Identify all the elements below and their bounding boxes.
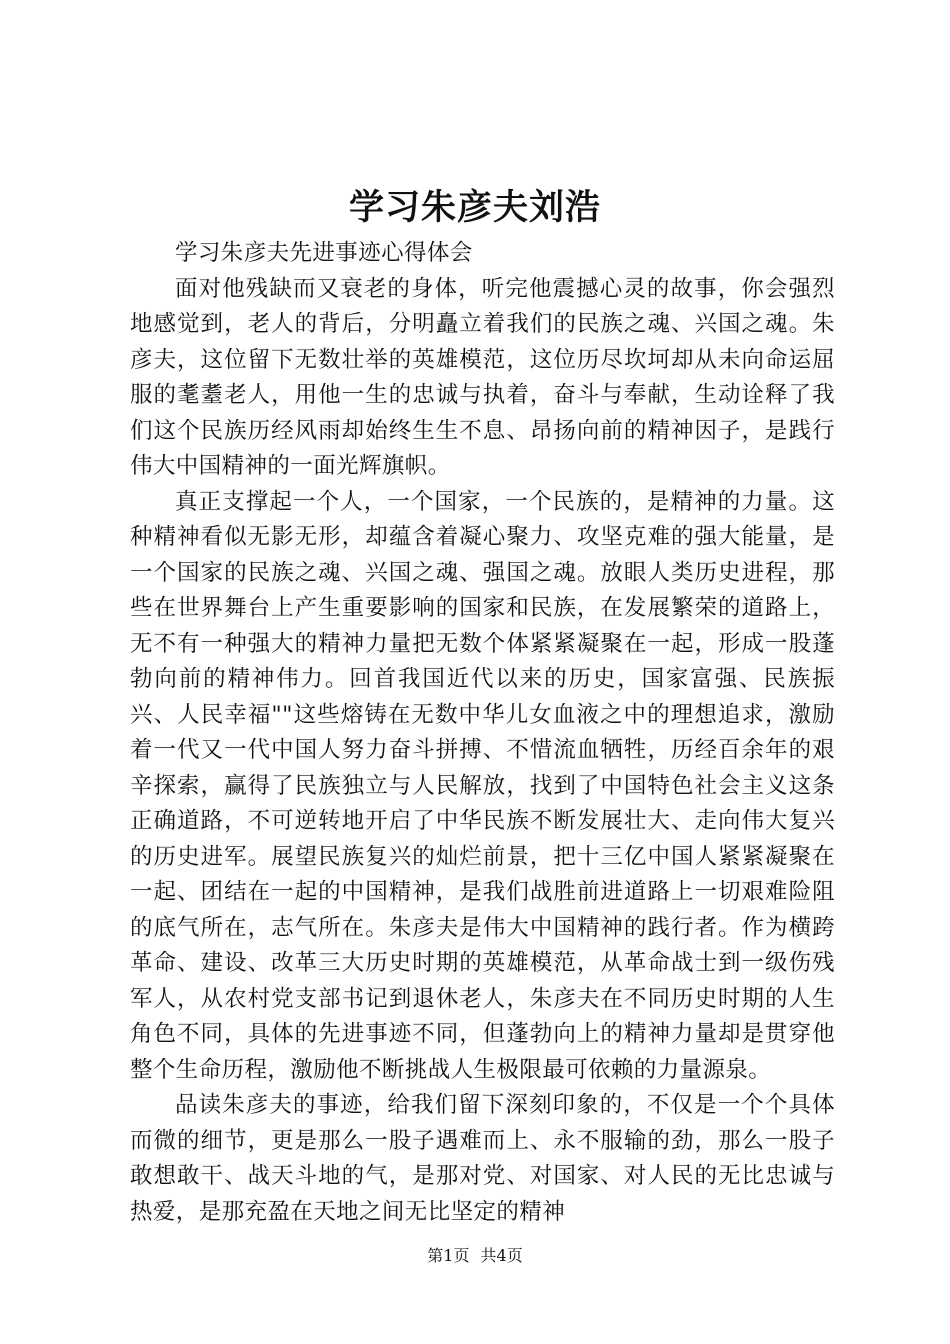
document-subtitle: 学习朱彦夫先进事迹心得体会 (175, 240, 473, 266)
paragraph-1: 面对他残缺而又衰老的身体，听完他震撼心灵的故事，你会强烈地感觉到，老人的背后，分明矗立着我们的民族之魂、兴国之魂。朱彦夫，这位留下无数壮举的英雄模范，这位历尽坎坷却从未向命运屈服的耄耋老人，用他一生的忠诚与执着，奋斗与奉献，生动诠释了我们这个民族历经风雨却始终生生不息、昂扬向前的精神因子，是践行伟大中国精神的一面光辉旗帜。 (130, 275, 835, 479)
document-title: 学习朱彦夫刘浩 (348, 187, 601, 228)
paragraph-2: 真正支撑起一个人，一个国家，一个民族的，是精神的力量。这种精神看似无影无形，却蕴含着凝心聚力、攻坚克难的强大能量，是一个国家的民族之魂、兴国之魂、强国之魂。放眼人类历史进程，那些在世界舞台上产生重要影响的国家和民族，在发展繁荣的道路上，无不有一种强大的精神力量把无数个体紧紧凝聚在一起，形成一股蓬勃向前的精神伟力。回首我国近代以来的历史，国家富强、民族振兴、人民幸福""这些熔铸在无数中华儿女血液之中的理想追求，激励着一代又一代中国人努力奋斗拼搏、不惜流血牺牲，历经百余年的艰辛探索，赢得了民族独立与人民解放，找到了中国特色社会主义这条正确道路，不可逆转地开启了中华民族不断发展壮大、走向伟大复兴的历史进军。展望民族复兴的灿烂前景，把十三亿中国人紧紧凝聚在一起、团结在一起的中国精神，是我们战胜前进道路上一切艰难险阻的底气所在，志气所在。朱彦夫是伟大中国精神的践行者。作为横跨革命、建设、改革三大历史时期的英雄模范，从革命战士到一级伤残军人，从农村党支部书记到退休老人，朱彦夫在不同历史时期的人生角色不同，具体的先进事迹不同，但蓬勃向上的精神力量却是贯穿他整个生命历程，激励他不断挑战人生极限最可依赖的力量源泉。 (130, 488, 835, 1083)
page-total: 共4页 (480, 1246, 523, 1265)
page-footer (0, 1245, 950, 1267)
paragraph-3: 品读朱彦夫的事迹，给我们留下深刻印象的，不仅是一个个具体而微的细节，更是那么一股子遇难而上、永不服输的劲，那么一股子敢想敢干、战天斗地的气，是那对党、对国家、对人民的无比忠诚与热爱，是那充盈在天地之间无比坚定的精神 (130, 1092, 835, 1225)
page-number: 第1页 (427, 1246, 470, 1265)
document-body (130, 236, 835, 1230)
